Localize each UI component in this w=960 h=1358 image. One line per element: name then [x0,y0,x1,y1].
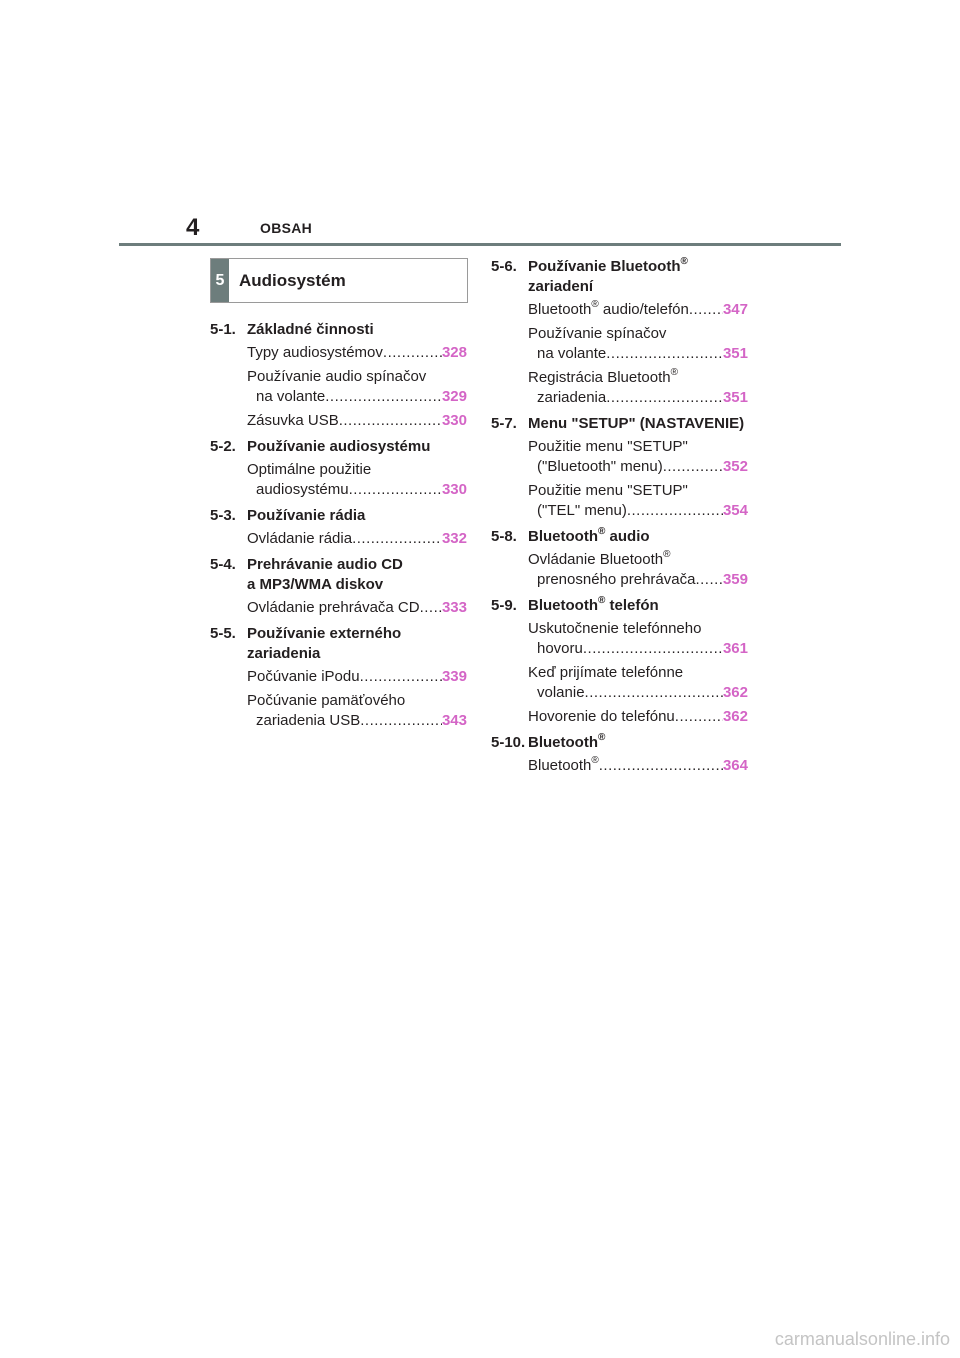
chapter-number: 5-10. [491,734,526,751]
chapter-number: 5-4. [210,556,236,573]
watermark: carmanualsonline.info [774,1329,950,1349]
toc-entry[interactable] [528,368,748,408]
dot-leader [339,411,442,431]
dot-leader [352,529,442,549]
dot-leader [325,387,442,407]
page-reference-link[interactable]: 354 [722,502,748,519]
dot-leader [675,707,723,727]
chapter-title-line: Používanie rádia [247,507,366,524]
toc-entry[interactable] [247,598,467,618]
chapter-title-line: Bluetooth® [528,732,606,751]
header-rule [119,243,841,246]
page-reference-link[interactable]: 347 [722,301,748,318]
entry-title: Registrácia Bluetooth® [528,367,678,386]
entry-text-line [528,300,748,320]
toc-entry[interactable] [528,300,748,320]
toc-entry[interactable] [247,529,467,549]
chapter-title-line: zariadenia [247,645,321,662]
toc-left-column [210,320,467,731]
page-reference-link[interactable]: 359 [722,571,748,588]
chapter-title [247,555,467,595]
entry-title: Použitie menu "SETUP" [528,438,688,455]
chapter-title [528,414,748,434]
entry-text-line [528,663,748,683]
toc-chapter [491,527,748,547]
dot-leader [583,639,723,659]
entry-text-line [528,324,748,344]
page-reference-link[interactable]: 328 [441,344,467,361]
page-reference-link[interactable]: 339 [441,668,467,685]
entry-text-line [247,367,467,387]
chapter-title-line: a MP3/WMA diskov [247,576,384,593]
entry-text-line [247,711,467,731]
page-reference-link[interactable]: 343 [441,712,467,729]
page-reference-link[interactable]: 329 [441,388,467,405]
page-reference-link[interactable]: 330 [441,412,467,429]
dot-leader [695,570,723,590]
entry-text-line [247,667,467,687]
entry-title: Hovorenie do telefónu [528,708,675,725]
entry-title: hovoru [537,640,583,657]
entry-text-line [528,344,748,364]
entry-title: Použitie menu "SETUP" [528,482,688,499]
dot-leader [599,756,723,776]
page-reference-link[interactable]: 361 [722,640,748,657]
toc-entry[interactable] [528,707,748,727]
chapter-title [528,733,748,753]
page-reference-link[interactable]: 333 [441,599,467,616]
entry-text-line [528,368,748,388]
entry-title: Používanie audio spínačov [247,368,427,385]
entry-text-line [528,481,748,501]
dot-leader [606,344,723,364]
entry-text-line [247,411,467,431]
chapter-title-line: Menu "SETUP" (NASTAVENIE) [528,415,745,432]
chapter-title-line: Základné činnosti [247,321,374,338]
entry-title: Typy audiosystémov [247,344,383,361]
chapter-number: 5-2. [210,438,236,455]
toc-entry[interactable] [247,411,467,431]
entry-title: volanie [537,684,585,701]
chapter-title-line: Bluetooth® audio [528,526,650,545]
toc-chapter [491,414,748,434]
toc-entry[interactable] [247,343,467,363]
toc-entry[interactable] [528,619,748,659]
toc-entry[interactable] [247,667,467,687]
dot-leader [627,501,723,521]
dot-leader [663,457,723,477]
page-reference-link[interactable]: 362 [722,708,748,725]
entry-title: Používanie spínačov [528,325,667,342]
dot-leader [360,711,442,731]
entry-text-line [247,460,467,480]
chapter-title [247,437,467,457]
toc-entry[interactable] [528,481,748,521]
chapter-number: 5-7. [491,415,517,432]
toc-chapter [210,320,467,340]
entry-text-line [528,756,748,776]
chapter-number: 5-1. [210,321,236,338]
entry-text-line [247,691,467,711]
page-reference-link[interactable]: 330 [441,481,467,498]
section-heading-box [210,258,468,303]
toc-entry[interactable] [247,460,467,500]
page-reference-link[interactable]: 364 [722,757,748,774]
entry-text-line [528,388,748,408]
entry-title: Ovládanie Bluetooth® [528,549,671,568]
page-number: 4 [186,214,200,241]
page-reference-link[interactable]: 351 [722,389,748,406]
dot-leader [383,343,442,363]
entry-title: Bluetooth® audio/telefón [528,299,689,318]
entry-text-line [528,570,748,590]
dot-leader [360,667,442,687]
toc-chapter [491,257,748,297]
chapter-title [528,527,748,547]
chapter-title-line: zariadení [528,278,594,295]
chapter-title [247,506,467,526]
chapter-title-line: Používanie audiosystému [247,438,431,455]
entry-text-line [528,707,748,727]
toc-entry[interactable] [528,550,748,590]
chapter-number: 5-3. [210,507,236,524]
toc-chapter [210,506,467,526]
chapter-title [247,320,467,340]
chapter-title [528,257,748,297]
toc-entry[interactable] [528,324,748,364]
toc-chapter [210,624,467,664]
entry-title: Uskutočnenie telefónneho [528,620,702,637]
dot-leader [689,300,723,320]
entry-title: Keď prijímate telefónne [528,664,684,681]
entry-text-line [247,343,467,363]
chapter-number: 5-5. [210,625,236,642]
entry-text-line [528,550,748,570]
chapter-title [528,596,748,616]
toc-chapter [491,733,748,753]
entry-title: Optimálne použitie [247,461,372,478]
toc-entry[interactable] [528,663,748,703]
entry-title: zariadenia [537,389,607,406]
entry-title: Počúvanie iPodu [247,668,360,685]
toc-entry[interactable] [528,756,748,776]
entry-title: na volante [256,388,326,405]
entry-title: Bluetooth® [528,755,599,774]
entry-text-line [528,457,748,477]
page-reference-link[interactable]: 362 [722,684,748,701]
section-number-tab: 5 [211,259,229,302]
page-reference-link[interactable]: 352 [722,458,748,475]
chapter-title [247,624,467,664]
toc-right-column [491,257,748,776]
entry-title: Počúvanie pamäťového [247,692,406,709]
entry-title: Zásuvka USB [247,412,339,429]
entry-text-line [247,387,467,407]
toc-entry[interactable] [247,367,467,407]
entry-text-line [528,437,748,457]
page-reference-link[interactable]: 332 [441,530,467,547]
chapter-title-line: Prehrávanie audio CD [247,556,403,573]
section-title: Audiosystém [239,271,346,290]
entry-text-line [528,683,748,703]
entry-title: ("TEL" menu) [537,502,627,519]
entry-title: zariadenia USB [256,712,361,729]
entry-title: na volante [537,345,607,362]
chapter-title-line: Bluetooth® telefón [528,595,659,614]
entry-text-line [528,639,748,659]
dot-leader [606,388,723,408]
dot-leader [585,683,723,703]
page-reference-link[interactable]: 351 [722,345,748,362]
toc-chapter [210,555,467,595]
entry-title: audiosystému [256,481,349,498]
chapter-title-line: Používanie externého [247,625,402,642]
entry-title: ("Bluetooth" menu) [537,458,663,475]
entry-text-line [528,619,748,639]
entry-title: prenosného prehrávača [537,571,696,588]
entry-text-line [247,529,467,549]
entry-text-line [247,480,467,500]
chapter-number: 5-6. [491,258,517,275]
entry-title: Ovládanie prehrávača CD [247,599,420,616]
entry-text-line [528,501,748,521]
toc-entry[interactable] [528,437,748,477]
page-header-title: OBSAH [260,220,313,236]
dot-leader [420,598,442,618]
toc-entry[interactable] [247,691,467,731]
chapter-number: 5-9. [491,597,517,614]
entry-title: Ovládanie rádia [247,530,353,547]
entry-text-line [247,598,467,618]
chapter-title-line: Používanie Bluetooth® [528,256,688,275]
toc-chapter [491,596,748,616]
toc-chapter [210,437,467,457]
chapter-number: 5-8. [491,528,517,545]
dot-leader [349,480,442,500]
